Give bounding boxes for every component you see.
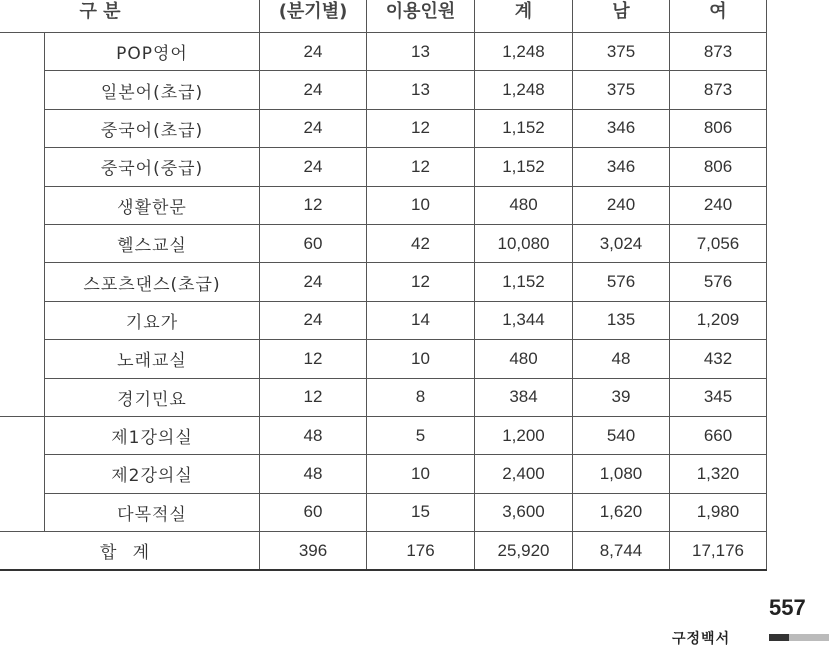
row-name-cell: 제2강의실 (45, 455, 260, 493)
row-users-cell: 42 (367, 224, 475, 262)
row-total-cell: 1,152 (475, 109, 573, 147)
row-users-cell: 5 (367, 416, 475, 454)
row-sessions-cell: 60 (260, 493, 367, 531)
book-title: 구정백서 (672, 631, 731, 647)
row-female-cell: 873 (670, 33, 767, 71)
row-male-cell: 135 (573, 301, 670, 339)
row-total-cell: 3,600 (475, 493, 573, 531)
row-sessions-cell: 12 (260, 378, 367, 416)
row-users-cell: 12 (367, 109, 475, 147)
group-label-line (0, 235, 44, 257)
table-row (0, 378, 767, 416)
table-row (0, 33, 767, 71)
row-female-cell: 240 (670, 186, 767, 224)
row-name-cell: 제1강의실 (45, 416, 260, 454)
total-female-cell: 17,176 (670, 532, 767, 571)
row-total-cell: 1,152 (475, 263, 573, 301)
table-row (0, 186, 767, 224)
table-row (0, 71, 767, 109)
row-female-cell: 806 (670, 148, 767, 186)
row-sessions-cell: 24 (260, 71, 367, 109)
table-row (0, 301, 767, 339)
row-female-cell: 873 (670, 71, 767, 109)
total-users-cell: 176 (367, 532, 475, 571)
row-users-cell: 12 (367, 263, 475, 301)
table-body (0, 33, 767, 571)
row-male-cell: 576 (573, 263, 670, 301)
row-female-cell: 345 (670, 378, 767, 416)
table-row (0, 455, 767, 493)
row-total-cell: 384 (475, 378, 573, 416)
row-male-cell: 240 (573, 186, 670, 224)
row-sessions-cell: 24 (260, 301, 367, 339)
row-male-cell: 540 (573, 416, 670, 454)
row-total-cell: 1,200 (475, 416, 573, 454)
row-total-cell: 480 (475, 186, 573, 224)
row-female-cell: 806 (670, 109, 767, 147)
table-row (0, 416, 767, 454)
row-name-cell: 일본어(초급) (45, 71, 260, 109)
header-male: 남 (573, 0, 670, 33)
row-total-cell: 10,080 (475, 224, 573, 262)
row-sessions-cell: 48 (260, 455, 367, 493)
row-sessions-cell: 60 (260, 224, 367, 262)
row-users-cell: 10 (367, 186, 475, 224)
row-sessions-cell: 24 (260, 148, 367, 186)
row-users-cell: 14 (367, 301, 475, 339)
row-total-cell: 1,248 (475, 71, 573, 109)
total-male-cell: 8,744 (573, 532, 670, 571)
row-users-cell: 13 (367, 33, 475, 71)
row-sessions-cell: 24 (260, 109, 367, 147)
row-name-cell: 경기민요 (45, 378, 260, 416)
page-number: 557 (769, 595, 806, 620)
row-sessions-cell: 48 (260, 416, 367, 454)
row-users-cell: 15 (367, 493, 475, 531)
row-male-cell: 375 (573, 33, 670, 71)
row-sessions-cell: 12 (260, 340, 367, 378)
row-female-cell: 1,209 (670, 301, 767, 339)
row-name-cell: 다목적실 (45, 493, 260, 531)
group-label-line (0, 213, 44, 235)
row-female-cell: 1,320 (670, 455, 767, 493)
header-female: 여 (670, 0, 767, 33)
row-total-cell: 1,248 (475, 33, 573, 71)
table-row (0, 148, 767, 186)
group-label-line (0, 474, 44, 496)
row-male-cell: 1,080 (573, 455, 670, 493)
row-users-cell: 8 (367, 378, 475, 416)
total-total-cell: 25,920 (475, 532, 573, 571)
table-header-row (0, 0, 767, 33)
row-users-cell: 12 (367, 148, 475, 186)
header-sessions: (분기별) (260, 0, 367, 33)
header-category: 구 분 (0, 0, 260, 33)
row-users-cell: 10 (367, 340, 475, 378)
table-row (0, 340, 767, 378)
row-name-cell: 스포츠댄스(초급) (45, 263, 260, 301)
table-row (0, 224, 767, 262)
row-users-cell: 13 (367, 71, 475, 109)
row-male-cell: 39 (573, 378, 670, 416)
row-male-cell: 346 (573, 148, 670, 186)
footer-decoration-dark (769, 634, 789, 641)
group-label (0, 33, 45, 417)
row-total-cell: 2,400 (475, 455, 573, 493)
row-male-cell: 375 (573, 71, 670, 109)
row-total-cell: 1,344 (475, 301, 573, 339)
total-row (0, 532, 767, 571)
row-name-cell: 생활한문 (45, 186, 260, 224)
row-female-cell: 432 (670, 340, 767, 378)
row-male-cell: 48 (573, 340, 670, 378)
header-total: 계 (475, 0, 573, 33)
group-label (0, 416, 45, 531)
row-male-cell: 346 (573, 109, 670, 147)
table-row (0, 263, 767, 301)
row-name-cell: 헬스교실 (45, 224, 260, 262)
header-users: 이용인원 (367, 0, 475, 33)
row-name-cell: 노래교실 (45, 340, 260, 378)
row-total-cell: 1,152 (475, 148, 573, 186)
total-label: 합 계 (0, 532, 260, 571)
footer-decoration-light (789, 634, 829, 641)
total-sessions-cell: 396 (260, 532, 367, 571)
row-male-cell: 3,024 (573, 224, 670, 262)
row-female-cell: 7,056 (670, 224, 767, 262)
row-sessions-cell: 24 (260, 263, 367, 301)
row-female-cell: 576 (670, 263, 767, 301)
row-users-cell: 10 (367, 455, 475, 493)
row-female-cell: 660 (670, 416, 767, 454)
row-name-cell: 중국어(중급) (45, 148, 260, 186)
row-male-cell: 1,620 (573, 493, 670, 531)
row-sessions-cell: 24 (260, 33, 367, 71)
row-name-cell: POP영어 (45, 33, 260, 71)
row-name-cell: 중국어(초급) (45, 109, 260, 147)
group-label-line (0, 191, 44, 213)
row-total-cell: 480 (475, 340, 573, 378)
row-sessions-cell: 12 (260, 186, 367, 224)
table-row (0, 493, 767, 531)
row-name-cell: 기요가 (45, 301, 260, 339)
row-female-cell: 1,980 (670, 493, 767, 531)
table-row (0, 109, 767, 147)
group-label-line (0, 452, 44, 474)
